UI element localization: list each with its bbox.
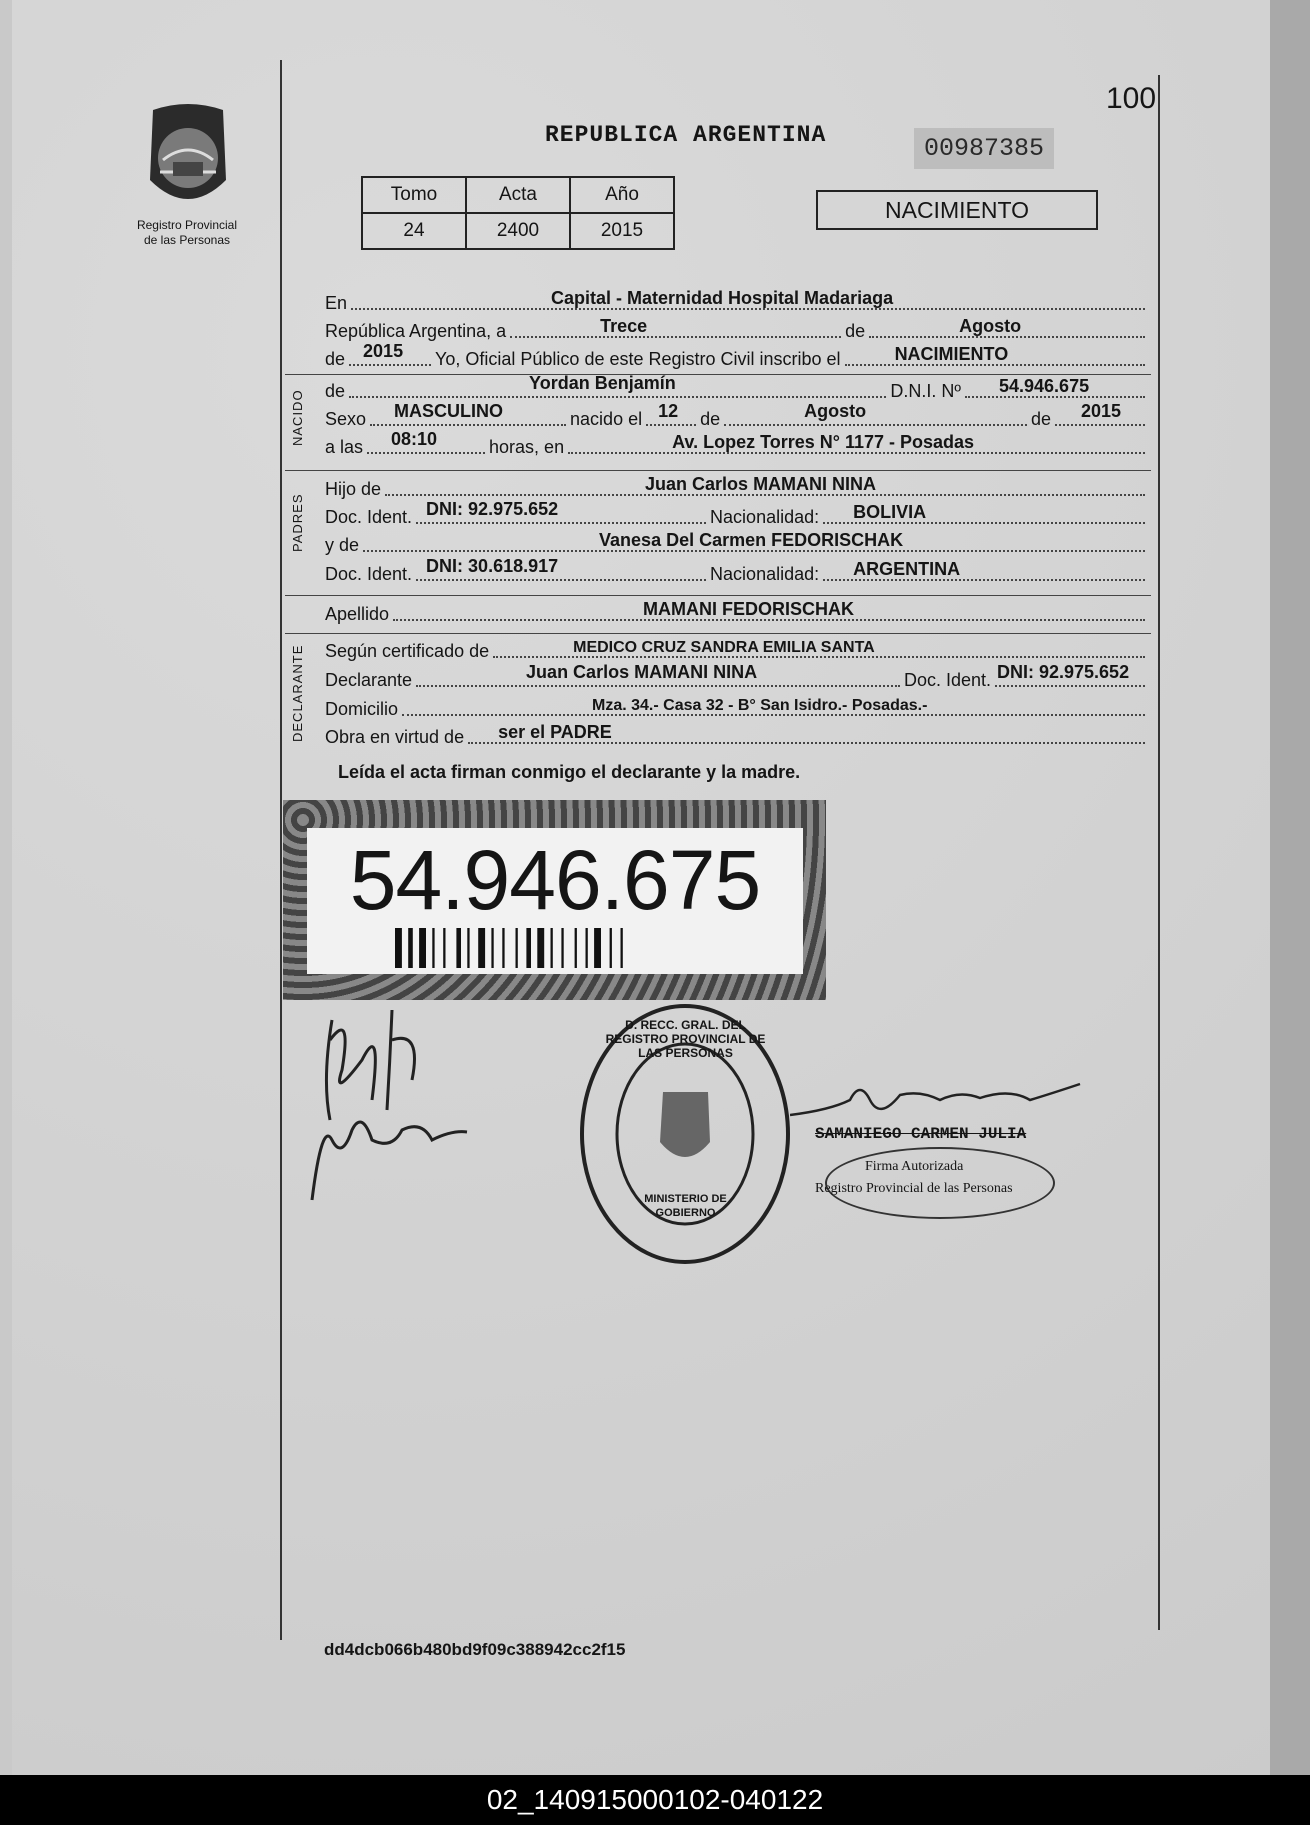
barcode-bar [443, 928, 445, 968]
seal-inner-text: MINISTERIO DE GOBIERNO [644, 1193, 727, 1219]
label-decl-doc: Doc. Ident. [903, 670, 991, 690]
side-label-declarante: DECLARANTE [290, 644, 305, 742]
table-value-tomo: 24 [362, 213, 466, 249]
label-certificado: Según certificado de [325, 641, 490, 661]
value-father-doc: DNI: 92.975.652 [426, 499, 559, 519]
official-seal [578, 1002, 793, 1267]
value-birth-month: Agosto [804, 401, 867, 421]
label-de-month: de [845, 321, 866, 341]
section-divider-3 [285, 595, 1151, 596]
label-nacido: nacido el [570, 409, 643, 429]
section-divider-1 [285, 374, 1151, 375]
seal-outer-text: D. RECC. GRAL. DEL REGISTRO PROVINCIAL DE LAS PERSONAS [605, 1018, 766, 1060]
value-act-word: NACIMIENTO [894, 344, 1009, 364]
barcode-bar [575, 928, 577, 968]
barcode-bar [594, 928, 601, 968]
value-declarante: Juan Carlos MAMANI NINA [526, 662, 758, 682]
label-de-birth-year: de [1030, 409, 1051, 429]
barcode-bar [561, 928, 563, 968]
logo-caption-line2: de las Personas [143, 233, 231, 247]
serial-number: 00987385 [914, 128, 1054, 169]
section-divider-4 [285, 633, 1151, 634]
official-name: SAMANIEGO CARMEN JULIA [815, 1125, 1027, 1143]
section-divider-2 [285, 470, 1151, 471]
value-mother-nat: ARGENTINA [853, 559, 961, 579]
value-month: Agosto [959, 316, 1022, 336]
official-stamp [815, 1125, 1055, 1220]
barcode-bar [526, 928, 531, 968]
barcode-bar [621, 928, 623, 968]
logo-caption [112, 218, 262, 248]
barcode-bar [478, 928, 485, 968]
label-apellido: Apellido [325, 604, 390, 624]
footer-filename: 02_140915000102-040122 [0, 1775, 1310, 1825]
barcode-label [307, 828, 803, 974]
record-type-box: NACIMIENTO [816, 190, 1098, 230]
value-father-nat: BOLIVIA [853, 502, 927, 522]
label-republica: República Argentina, a [325, 321, 507, 341]
table-header-tomo: Tomo [362, 177, 466, 213]
value-mother: Vanesa Del Carmen FEDORISCHAK [599, 530, 904, 550]
row-father-doc [325, 499, 1149, 528]
left-margin-line [280, 60, 282, 1640]
row-surname [325, 601, 1149, 625]
side-label-nacido: NACIDO [290, 389, 305, 446]
value-birth-day: 12 [658, 401, 679, 421]
label-inscribo: Yo, Oficial Público de este Registro Civil inscribo el [435, 349, 841, 369]
official-stamp-line2: Firma Autorizada [865, 1159, 964, 1174]
label-mother-doc: Doc. Ident. [325, 564, 413, 584]
label-alas: a las [325, 437, 364, 457]
document-title: REPUBLICA ARGENTINA [545, 122, 827, 148]
table-header-ano: Año [570, 177, 674, 213]
label-father-nat: Nacionalidad: [710, 507, 820, 527]
table-value-ano: 2015 [570, 213, 674, 249]
value-obra: ser el PADRE [498, 722, 612, 742]
barcode-bar [491, 928, 493, 968]
barcode-bar [502, 928, 504, 968]
value-decl-doc: DNI: 92.975.652 [997, 662, 1130, 682]
table-header-acta: Acta [466, 177, 570, 213]
official-stamp-line3: Registro Provincial de las Personas [815, 1181, 1013, 1196]
page-number: 100 [1106, 82, 1157, 115]
value-mother-doc: DNI: 30.618.917 [426, 556, 559, 576]
row-name [325, 373, 1149, 402]
row-mother-doc [325, 556, 1149, 585]
row-declarante [325, 662, 1149, 691]
barcode-bar [456, 928, 461, 968]
label-mother-nat: Nacionalidad: [710, 564, 820, 584]
declarant-signature [292, 1000, 492, 1210]
label-horas: horas, en [489, 437, 565, 457]
label-en: En [325, 293, 348, 313]
value-year: 2015 [363, 341, 404, 361]
label-declarante: Declarante [325, 670, 413, 690]
barcode-bar [408, 928, 413, 968]
label-father-doc: Doc. Ident. [325, 507, 413, 527]
barcode-number: 54.946.675 [349, 833, 761, 927]
barcode-bar [586, 928, 588, 968]
row-date [325, 318, 1149, 342]
page-edge [1270, 0, 1310, 1775]
barcode-bar [432, 928, 434, 968]
label-dni: D.N.I. Nº [890, 381, 961, 401]
row-time [325, 429, 1149, 458]
value-certificado: MEDICO CRUZ SANDRA EMILIA SANTA [573, 639, 875, 656]
row-obra [325, 724, 1149, 748]
barcode-bar [516, 928, 518, 968]
register-table [361, 176, 675, 250]
barcode-bar [537, 928, 544, 968]
table-value-acta: 2400 [466, 213, 570, 249]
label-de-name: de [325, 381, 346, 401]
barcode-bar [610, 928, 612, 968]
value-birth-address: Av. Lopez Torres N° 1177 - Posadas [672, 432, 975, 452]
label-yde: y de [325, 535, 360, 555]
value-place: Capital - Maternidad Hospital Madariaga [551, 288, 894, 308]
right-margin-line [1158, 75, 1160, 1630]
barcode-bar [551, 928, 553, 968]
value-dni: 54.946.675 [999, 376, 1090, 396]
value-name: Yordan Benjamín [529, 373, 676, 393]
misiones-logo [138, 100, 238, 220]
label-de-year: de [325, 349, 346, 369]
value-time: 08:10 [391, 429, 438, 449]
label-hijo: Hijo de [325, 479, 382, 499]
value-father: Juan Carlos MAMANI NINA [645, 474, 877, 494]
logo-caption-line1: Registro Provincial [136, 218, 238, 232]
label-sexo: Sexo [325, 409, 367, 429]
row-sex [325, 401, 1149, 430]
side-label-padres: PADRES [290, 493, 305, 552]
value-day-words: Trece [600, 316, 648, 336]
document-hash: dd4dcb066b480bd9f09c388942cc2f15 [324, 1640, 626, 1659]
row-place [325, 290, 1149, 314]
row-mother [325, 532, 1149, 556]
row-certificado [325, 638, 1149, 662]
label-domicilio: Domicilio [325, 699, 399, 719]
value-domicilio: Mza. 34.- Casa 32 - B° San Isidro.- Posadas.- [592, 697, 928, 714]
label-de-birth-month: de [700, 409, 721, 429]
barcode-bar [395, 928, 402, 968]
row-father [325, 476, 1149, 500]
closing-statement: Leída el acta firman conmigo el declarante y la madre. [338, 762, 801, 782]
barcode-bar [467, 928, 469, 968]
barcode-bars [307, 828, 803, 974]
row-domicilio [325, 696, 1149, 720]
label-obra: Obra en virtud de [325, 727, 465, 747]
row-year [325, 341, 1149, 370]
value-surname: MAMANI FEDORISCHAK [643, 599, 855, 619]
barcode-bar [419, 928, 426, 968]
value-birth-year: 2015 [1081, 401, 1122, 421]
value-sexo: MASCULINO [394, 401, 504, 421]
barcode-sticker [283, 800, 826, 1000]
